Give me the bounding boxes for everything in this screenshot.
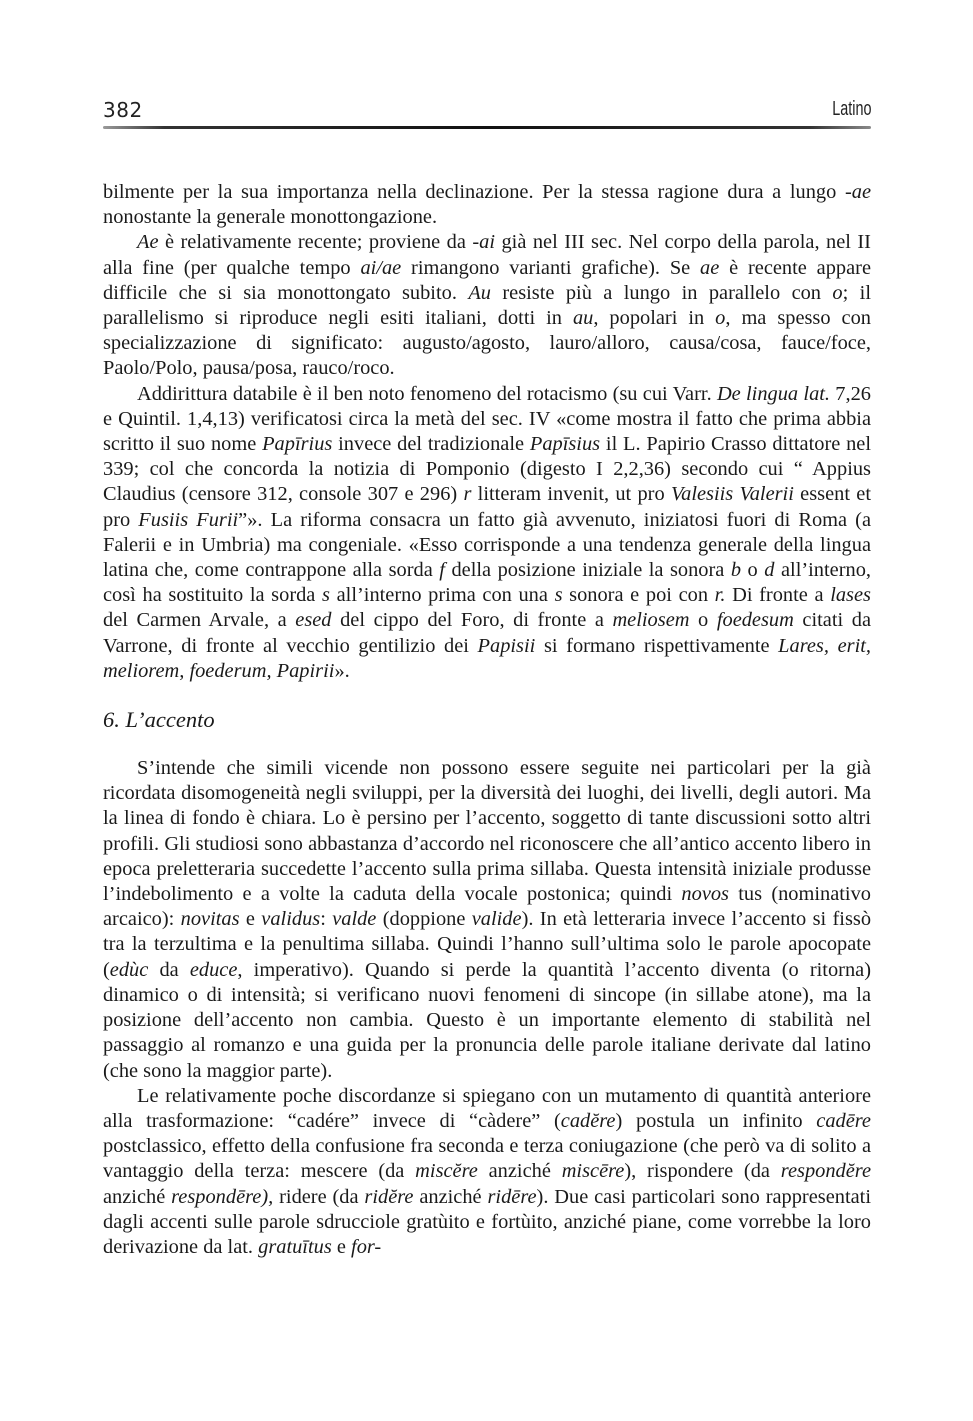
italic-term: gratuītus: [258, 1235, 332, 1258]
italic-term: meliosem: [612, 609, 690, 632]
text-run: del Carmen Arvale, a: [103, 609, 296, 632]
italic-term: d: [764, 559, 775, 582]
text-run: ). In età letteraria invece l’accento si fissò tra la terzultima e la penultima sillaba. Quindi l’hanno sull’ultima solo le parole apocopate (: [103, 908, 872, 981]
text-run: e: [331, 1235, 352, 1258]
text-run: già nel III sec. Nel corpo della parola, nel II alla fine (per qualche tempo: [103, 231, 871, 279]
italic-term: s: [322, 584, 330, 607]
text-run: ”». La riforma consacra un fatto già avvenuto, iniziatosi fuori di Roma (a Falerii e in Umbria) ma congeniale. «Esso corrisponde a una tendenza generale della lingua latina che, come contrappone alla sorda: [103, 508, 871, 582]
italic-term: educe: [189, 958, 238, 981]
italic-term: edùc: [109, 958, 149, 981]
italic-term: miscēre: [561, 1160, 625, 1183]
text-run: rimangono varianti grafiche). Se: [401, 256, 701, 279]
text-run: e: [239, 908, 262, 931]
italic-term: ridēre: [487, 1185, 537, 1208]
text-run: ».: [334, 659, 350, 682]
paragraph-p4: [103, 756, 871, 1084]
italic-term: esed: [295, 609, 332, 632]
italic-term: r.: [714, 584, 726, 607]
text-run: anziché: [103, 1185, 172, 1208]
text-run: si formano rispettivamente: [535, 634, 779, 657]
italic-term: validus: [261, 908, 321, 931]
italic-term: respondēre),: [171, 1185, 274, 1208]
italic-term: Papisii: [477, 634, 536, 657]
text-run: ). Due casi particolari sono rappresentati dagli accenti sulle parole sdrucciole gratùito e fortùito, anziché piane, come vorrebbe la loro derivazione da lat.: [103, 1185, 872, 1258]
text-run: ), rispondere (da: [624, 1160, 781, 1183]
italic-term: s: [554, 584, 563, 607]
italic-term: Ae: [137, 231, 159, 254]
text-run: da: [148, 958, 190, 981]
text-run: litteram invenit, ut pro: [471, 483, 671, 506]
italic-term: f: [439, 559, 445, 582]
text-run: anziché: [413, 1185, 488, 1208]
text-run: , popolari in: [593, 307, 716, 330]
paragraph-p2: [103, 230, 871, 381]
text-run: Addirittura databile è il ben noto fenomeno del rotacismo (su cui Varr.: [137, 382, 717, 405]
text-run: anziché: [477, 1160, 562, 1183]
text-run: all’interno prima con una: [329, 584, 555, 607]
text-run: postclassico, effetto della confusione fra seconda e terza coniugazione (che però va di solito a vantaggio della terza: mescere (da: [103, 1135, 871, 1183]
text-run: il L. Papirio Crasso dittatore nel 339; col che concorda la notizia di Pomponio (digesto I 2,2,36) secondo cui “ Appius Claudius (censore 312, console 307 e 296): [103, 433, 871, 506]
italic-term: lases: [830, 584, 871, 607]
italic-term: r: [463, 483, 472, 506]
text-run: bilmente per la sua importanza nella declinazione. Per la stessa ragione dura a lungo: [103, 181, 845, 203]
italic-term: ai/ae: [360, 256, 402, 279]
text-run: o: [689, 609, 717, 632]
italic-term: Au: [468, 281, 491, 304]
italic-term: cadĕre: [560, 1109, 616, 1132]
italic-term: Papīsius: [529, 433, 601, 456]
text-run: :: [320, 908, 333, 931]
italic-term: novitas: [180, 908, 240, 931]
text-run: citati da Varrone, di fronte al vecchio gentilizio dei: [103, 609, 872, 657]
italic-term: cadēre: [816, 1109, 871, 1132]
text-run: Di fronte a: [725, 584, 831, 607]
text-run: , ma spesso con specializzazione di significato: augusto/agosto, lauro/alloro, causa/cosa, fauce/foce, Paolo/Polo, pausa/posa, rauco/roco.: [103, 307, 871, 380]
italic-term: -ai: [472, 231, 496, 254]
italic-term: valide: [471, 908, 522, 931]
text-run: S’intende che simili vicende non possono essere seguite nei particolari per la già ricordata disomogeneità negli sviluppi, per la diversità dei luoghi, dei livelli, degli autori. Ma la linea di fondo è chiara. Lo è persino per l’accento, soggetto di tante discussioni sotto altri profili. Gli studiosi sono abbastanza d’accordo nel riconoscere che all’antico accento libero in epoca preletteraria succedette l’accento sulla prima sillaba. Questa intensità iniziale produsse l’indebolimento e a volte la caduta della vocale postonica; quindi: [103, 757, 871, 906]
italic-term: ae: [700, 256, 720, 279]
text-run: nonostante la generale monottongazione.: [103, 206, 438, 229]
text-run: invece del tradizionale: [332, 433, 530, 456]
text-run: del cippo del Foro, di fronte a: [331, 609, 613, 632]
italic-term: novos: [681, 883, 729, 906]
text-run: ridere (da: [273, 1185, 365, 1208]
italic-term: respondĕre: [780, 1160, 872, 1183]
italic-term: Lares, erit, meliorem, foederum, Papirii: [103, 634, 871, 682]
italic-term: De lingua lat.: [716, 382, 831, 405]
italic-term: Fusiis Furii: [138, 508, 239, 531]
text-run: essent et pro: [103, 483, 871, 531]
text-run: resiste più a lungo in parallelo con: [490, 281, 833, 304]
section-heading: 6. L’accento: [103, 707, 215, 733]
italic-term: b: [730, 559, 742, 582]
text-run: o: [741, 559, 765, 582]
italic-term: o: [832, 281, 843, 304]
paragraph-p5: [103, 1084, 871, 1260]
text-run: ; il parallelismo si riproduce negli esiti italiani, dotti in: [103, 281, 871, 330]
paragraph-p1: [103, 180, 871, 230]
italic-term: ridĕre: [364, 1185, 414, 1208]
running-title: Latino: [831, 98, 871, 120]
running-head: [103, 98, 871, 128]
italic-term: miscĕre: [415, 1160, 478, 1183]
text-run: ) postula un infinito: [615, 1109, 817, 1132]
italic-term: -ae: [844, 181, 871, 203]
italic-term: au: [572, 307, 594, 330]
text-run: Le relativamente poche discordanze si spiegano con un mutamento di quantità anteriore alla trasformazione: “cadére” invece di “càdere” (: [103, 1084, 871, 1132]
text-run: è recente appare difficile che si sia monottongato subito.: [103, 256, 871, 304]
italic-term: for-: [351, 1235, 382, 1258]
text-run: è relativamente recente; proviene da: [158, 231, 473, 254]
page-number: 382: [103, 98, 143, 122]
text-run: sonora e poi con: [562, 584, 715, 607]
italic-term: Papīrius: [262, 433, 333, 456]
header-rule: [103, 126, 871, 129]
paragraph-p3: [103, 382, 871, 684]
italic-term: o: [715, 307, 726, 330]
text-run: tus (nominativo arcaico):: [103, 883, 871, 931]
italic-term: valde: [332, 908, 377, 931]
italic-term: foedesum: [716, 609, 794, 632]
text-run: 7,26 e Quintil. 1,4,13) verificatosi circa la metà del sec. IV «come mostra il fatto che prima abbia scritto il suo nome: [103, 382, 871, 456]
body-text: [103, 180, 871, 1260]
text-run: all’interno, così ha sostituito la sorda: [103, 559, 872, 607]
text-run: (doppione: [376, 908, 472, 931]
text-run: della posizione iniziale la sonora: [444, 559, 731, 582]
italic-term: Valesiis Valerii: [670, 483, 794, 506]
text-run: , imperativo). Quando si perde la quantità l’accento diventa (o ritorna) dinamico o di intensità; si verificano nuovi fenomeni di sincope (in sillabe atone), ma la posizione dell’accento non cambia. Questo è un importante elemento di stabilità nel passaggio al romanzo e una guida per la pronuncia delle parole italiane derivate dal latino (che sono la maggior parte).: [103, 958, 871, 1082]
